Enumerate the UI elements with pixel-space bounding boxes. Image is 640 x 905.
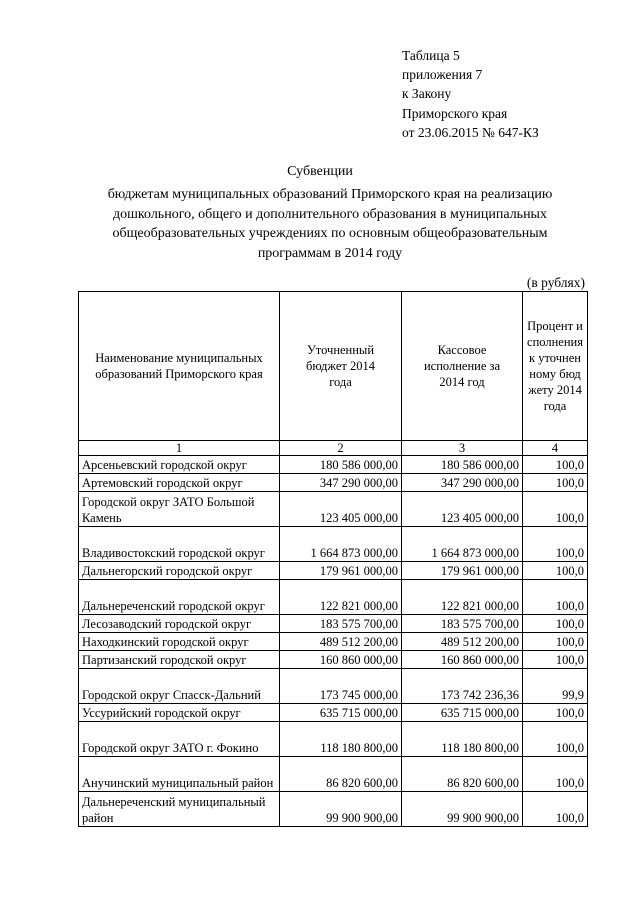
executed-cell: 173 742 236,36 [402,669,523,704]
column-header-name: Наименование муниципальных образований Приморского края [79,292,280,441]
header-line: от 23.06.2015 № 647-КЗ [402,124,539,140]
percent-cell: 100,0 [523,580,588,615]
table-row [79,704,588,722]
municipality-name-cell: Городской округ ЗАТО Большой Камень [79,492,280,527]
executed-cell: 183 575 700,00 [402,615,523,633]
table-row [79,722,588,757]
budget-cell: 1 664 873 000,00 [280,527,402,562]
executed-cell: 118 180 800,00 [402,722,523,757]
percent-cell: 100,0 [523,474,588,492]
budget-cell: 489 512 200,00 [280,633,402,651]
subtitle-line: общеобразовательных учреждениях по основным общеобразовательным [112,226,548,241]
budget-cell: 347 290 000,00 [280,474,402,492]
subventions-table [78,291,588,827]
executed-cell: 86 820 600,00 [402,757,523,792]
table-row [79,474,588,492]
table-row [79,562,588,580]
percent-cell: 100,0 [523,651,588,669]
header-line: приложения 7 [402,67,483,83]
municipality-name-cell: Анучинский муниципальный район [79,757,280,792]
column-number: 4 [523,441,588,456]
table-row [79,456,588,474]
percent-cell: 100,0 [523,562,588,580]
table-row [79,492,588,527]
municipality-name-cell: Городской округ ЗАТО г. Фокино [79,722,280,757]
municipality-name-cell: Дальнереченский муниципальный район [79,792,280,827]
municipality-name-cell: Арсеньевский городской округ [79,456,280,474]
executed-cell: 179 961 000,00 [402,562,523,580]
municipality-name-cell: Артемовский городской округ [79,474,280,492]
executed-cell: 122 821 000,00 [402,580,523,615]
budget-cell: 635 715 000,00 [280,704,402,722]
table-row [79,651,588,669]
municipality-name-cell: Уссурийский городской округ [79,704,280,722]
units-label: (в рублях) [526,275,585,290]
document-subtitle [70,185,590,263]
column-header-budget: Уточненный бюджет 2014 года [280,292,402,441]
executed-cell: 180 586 000,00 [402,456,523,474]
budget-cell: 118 180 800,00 [280,722,402,757]
document-title: Субвенции [287,164,353,179]
subtitle-line: программам в 2014 году [257,245,403,261]
header-line: Таблица 5 [402,48,460,63]
table-row [79,633,588,651]
municipality-name-cell: Партизанский городской округ [79,651,280,669]
budget-cell: 180 586 000,00 [280,456,402,474]
table-row [79,757,588,792]
municipality-name-cell: Находкинский городской округ [79,633,280,651]
column-number: 2 [280,441,402,456]
percent-cell: 100,0 [523,757,588,792]
budget-cell: 122 821 000,00 [280,580,402,615]
column-header-executed: Кассовое исполнение за 2014 год [402,292,523,441]
executed-cell: 1 664 873 000,00 [402,527,523,562]
municipality-name-cell: Владивостокский городской округ [79,527,280,562]
column-number-row [79,441,588,456]
executed-cell: 635 715 000,00 [402,704,523,722]
percent-cell: 100,0 [523,492,588,527]
percent-cell: 99,9 [523,669,588,704]
budget-cell: 99 900 900,00 [280,792,402,827]
table-row [79,615,588,633]
budget-cell: 86 820 600,00 [280,757,402,792]
executed-cell: 347 290 000,00 [402,474,523,492]
table-row [79,580,588,615]
executed-cell: 489 512 200,00 [402,633,523,651]
column-number: 3 [402,441,523,456]
budget-cell: 173 745 000,00 [280,669,402,704]
table-row [79,669,588,704]
table-row [79,527,588,562]
municipality-name-cell: Дальнереченский городской округ [79,580,280,615]
budget-cell: 123 405 000,00 [280,492,402,527]
subtitle-line: дошкольного, общего и дополнительного образования в муниципальных [113,206,547,222]
percent-cell: 100,0 [523,792,588,827]
subtitle-line: бюджетам муниципальных образований Приморского края на реализацию [107,187,553,202]
table-row [79,792,588,827]
budget-cell: 179 961 000,00 [280,562,402,580]
table-header-row [79,292,588,441]
percent-cell: 100,0 [523,527,588,562]
percent-cell: 100,0 [523,722,588,757]
header-line: к Закону [402,86,452,102]
municipality-name-cell: Дальнегорский городской округ [79,562,280,580]
column-header-percent: Процент исполнения к уточненному бюджету 2014 года [523,292,588,441]
percent-cell: 100,0 [523,633,588,651]
municipality-name-cell: Городской округ Спасск-Дальний [79,669,280,704]
header-line: Приморского края [402,105,508,121]
budget-cell: 183 575 700,00 [280,615,402,633]
executed-cell: 123 405 000,00 [402,492,523,527]
executed-cell: 99 900 900,00 [402,792,523,827]
budget-cell: 160 860 000,00 [280,651,402,669]
executed-cell: 160 860 000,00 [402,651,523,669]
table-reference-header [402,46,539,142]
percent-cell: 100,0 [523,615,588,633]
column-number: 1 [79,441,280,456]
percent-cell: 100,0 [523,704,588,722]
municipality-name-cell: Лесозаводский городской округ [79,615,280,633]
percent-cell: 100,0 [523,456,588,474]
